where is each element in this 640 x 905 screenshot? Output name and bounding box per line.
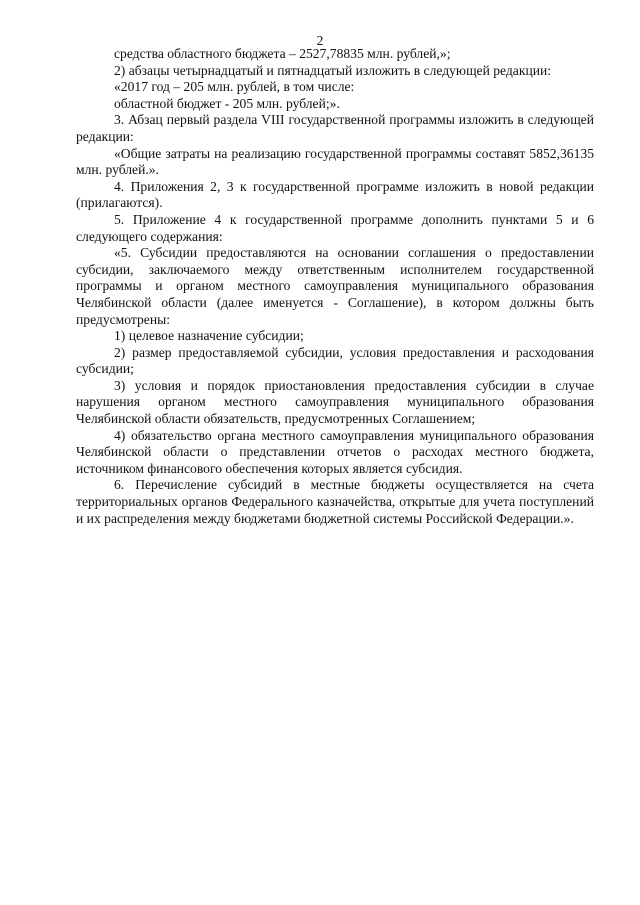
paragraph-item-2: 2) размер предоставляемой субсидии, условия предоставления и расходования субсидии; [76, 344, 594, 377]
document-body [76, 46, 594, 527]
paragraph-amendment-3: 3. Абзац первый раздела VIII государственной программы изложить в следующей редакции: [76, 112, 594, 144]
paragraph-amendment-4: 4. Приложения 2, 3 к государственной программе изложить в новой редакции (прилагаются). [76, 178, 594, 211]
paragraph-total-costs: «Общие затраты на реализацию государственной программы составят 5852,36135 млн. рублей.». [76, 145, 594, 178]
paragraph-item-3: 3) условия и порядок приостановления предоставления субсидии в случае нарушения органом местного самоуправления муниципального образования Челябинской области обязательств, предусмотренных Соглашением; [76, 377, 594, 427]
paragraph-year-2017: «2017 год – 205 млн. рублей, в том числе: [114, 79, 355, 95]
paragraph-budget-tail: средства областного бюджета – 2527,78835 млн. рублей,»; [114, 46, 451, 61]
paragraph-item-4: 4) обязательство органа местного самоуправления муниципального образования Челябинской области о представлении отчетов о расходах местного бюджета, источником финансового обеспечения которых является субсидия. [76, 427, 594, 476]
paragraph-regional-budget: областной бюджет - 205 млн. рублей;». [114, 95, 340, 111]
paragraph-amendment-5: 5. Приложение 4 к государственной программе дополнить пунктами 5 и 6 следующего содержания: [76, 211, 594, 244]
page-number: 2 [316, 33, 324, 48]
paragraph-item-1: 1) целевое назначение субсидии; [114, 328, 304, 344]
paragraph-transfer: 6. Перечисление субсидий в местные бюджеты осуществляется на счета территориальных органов Федерального казначейства, открытые для учета поступлений и их распределения между бюджетами бюджетной системы Российской Федерации.». [76, 477, 594, 526]
paragraph-amendment-2: 2) абзацы четырнадцатый и пятнадцатый изложить в следующей редакции: [114, 62, 552, 78]
paragraph-subsidy-agreement: «5. Субсидии предоставляются на основании соглашения о предоставлении субсидии, заключаемого между ответственным исполнителем государственной программы и органом местного самоуправления муниципального образования Челябинской области (далее именуется - Соглашение), в котором должны быть предусмотрены: [76, 245, 594, 327]
